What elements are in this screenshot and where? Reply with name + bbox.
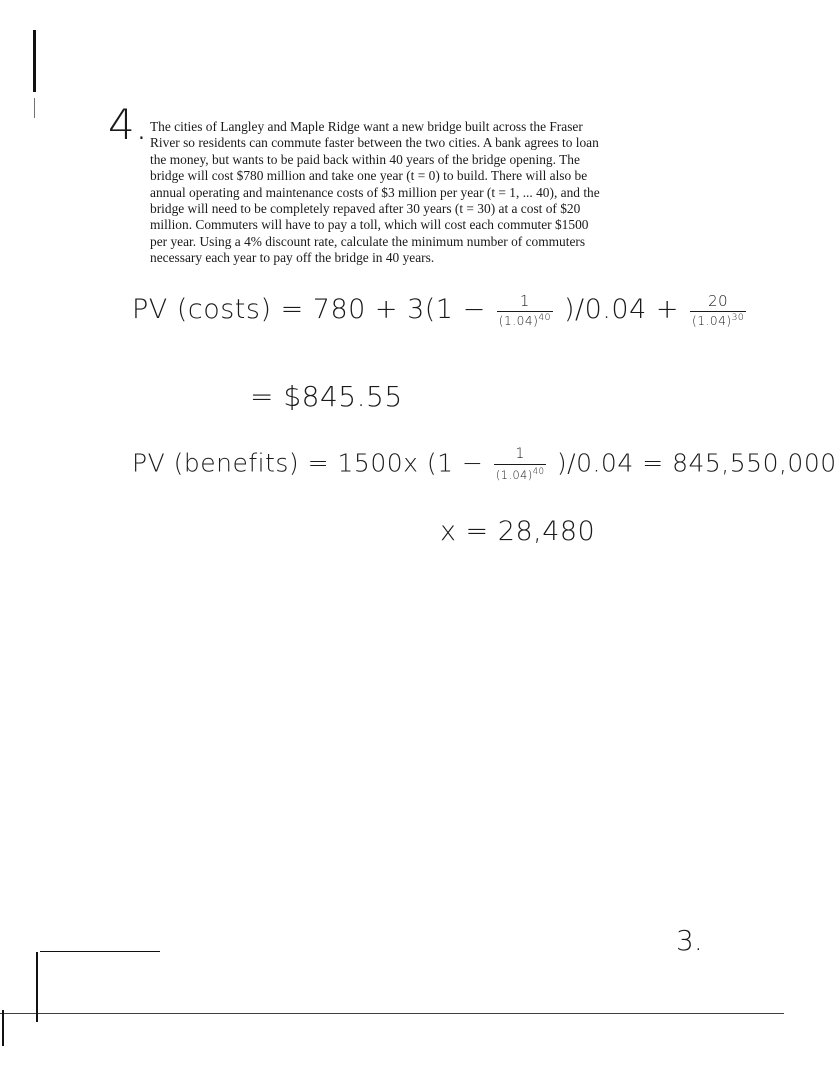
discount-fraction-40 <box>497 294 553 327</box>
page-number: 3. <box>676 924 703 957</box>
repave-fraction-30 <box>690 294 746 327</box>
problem-line: per year. Using a 4% discount rate, calculate the minimum number of commuters <box>150 233 586 249</box>
fraction-numerator: 1 <box>519 292 530 310</box>
pv-costs-middle: )/0.04 + <box>564 294 679 326</box>
problem-line: million. Commuters will have to pay a toll, which will cost each commuter $1500 <box>150 217 589 233</box>
fraction-numerator: 1 <box>515 446 525 462</box>
pv-costs-total: = $845.55 <box>250 380 403 413</box>
problem-line: bridge will need to be completely repaved after 30 years (t = 30) at a cost of $20 <box>150 201 581 217</box>
fraction-denominator: $(1.04)^{30}$ <box>692 312 745 328</box>
problem-line: necessary each year to pay off the bridge in 40 years. <box>150 250 435 266</box>
pv-benefits-suffix: )/0.04 = 845,550,000 <box>556 448 837 478</box>
annuity-fraction-40 <box>494 448 547 481</box>
problem-number: 4. <box>108 100 149 149</box>
problem-line: The cities of Langley and Maple Ridge want a new bridge built across the Fraser <box>150 119 583 134</box>
problem-line: the money, but wants to be paid back within 40 years of the bridge opening. The <box>150 151 580 167</box>
pv-benefits-prefix: PV (benefits) = 1500x (1 − <box>132 448 484 478</box>
scan-edge-mark-mid <box>34 98 35 118</box>
scan-fold-line-upper <box>40 951 160 952</box>
fraction-denominator: $(1.04)^{40}$ <box>498 312 551 328</box>
problem-statement <box>150 119 640 267</box>
scan-edge-mark-top <box>33 30 36 92</box>
pv-costs-prefix: PV (costs) = 780 + 3(1 − <box>132 294 486 326</box>
problem-line: bridge will cost $780 million and take one year (t = 0) to build. There will also be <box>150 168 588 184</box>
pv-costs-equation <box>132 294 748 327</box>
fraction-numerator: 20 <box>708 292 729 310</box>
answer-commuters: x = 28,480 <box>440 516 596 547</box>
scan-corner-mark <box>2 1010 4 1046</box>
problem-line: annual operating and maintenance costs of $3 million per year (t = 1, ... 40), and the <box>150 184 600 200</box>
problem-line: River so residents can commute faster between the two cities. A bank agrees to loan <box>150 135 599 151</box>
scan-edge-mark-bottom <box>36 952 38 1022</box>
fraction-denominator: $(1.04)^{40}$ <box>495 465 545 482</box>
scan-fold-line-lower <box>0 1013 784 1014</box>
pv-benefits-equation <box>132 448 837 481</box>
